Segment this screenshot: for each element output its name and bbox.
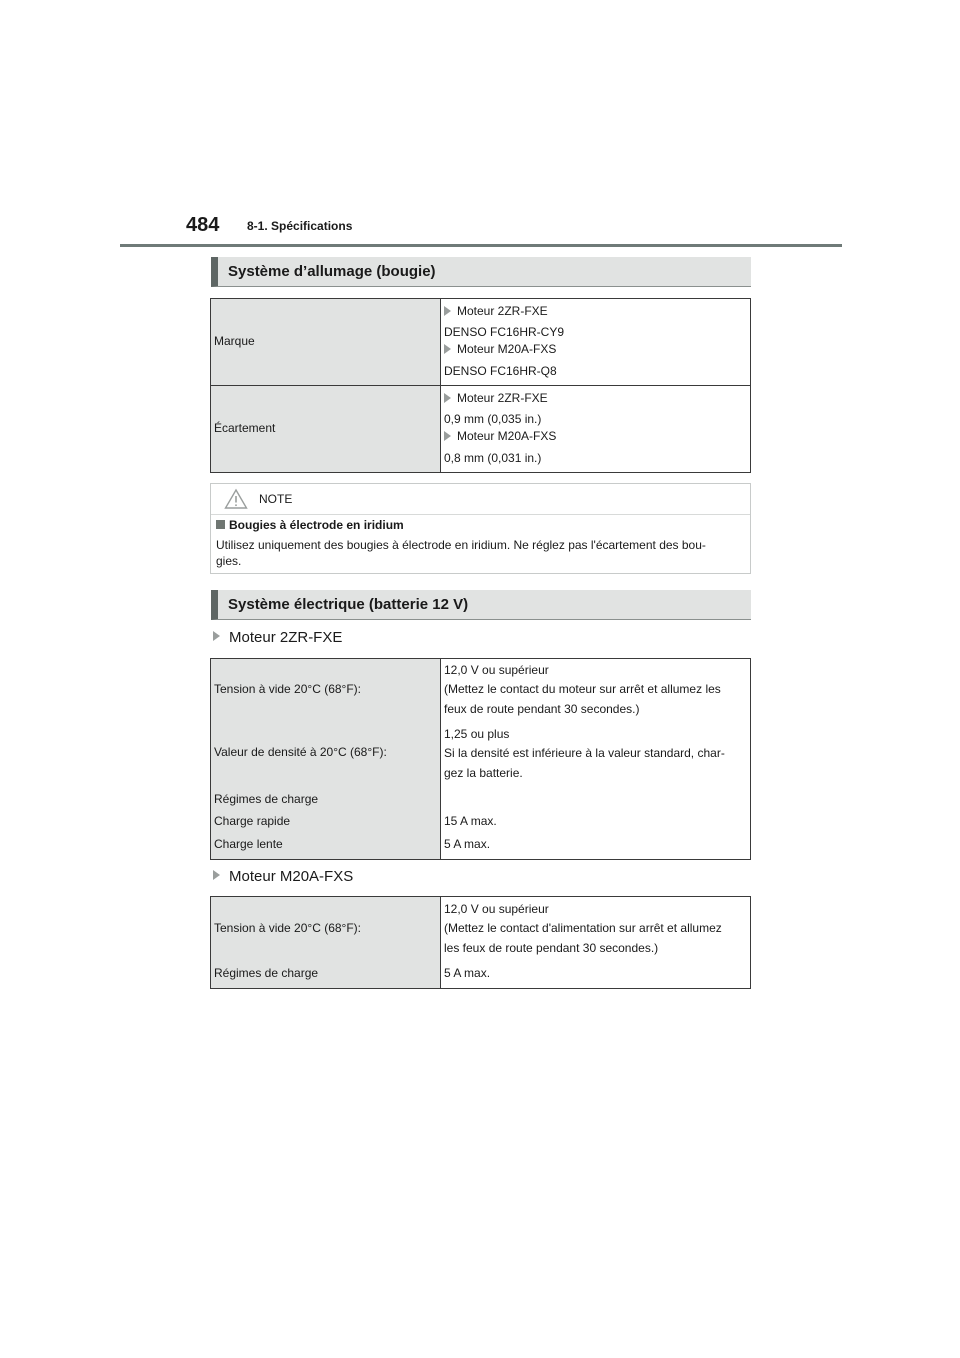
triangle-bullet-icon bbox=[444, 344, 451, 354]
slow-charge-label: Charge lente bbox=[214, 837, 283, 851]
header-divider bbox=[120, 244, 842, 247]
voltage-note-line-2: feux de route pendant 30 secondes.) bbox=[444, 702, 640, 716]
table-row bbox=[211, 386, 751, 473]
section-title: 8-1. Spécifications bbox=[247, 219, 353, 233]
table-row bbox=[211, 659, 751, 860]
density-value: 1,25 ou plus bbox=[444, 727, 510, 741]
table-row bbox=[211, 897, 751, 989]
ignition-spec-table bbox=[210, 298, 751, 473]
gap-value-m20a: 0,8 mm (0,031 in.) bbox=[444, 451, 542, 465]
brand-label-cell bbox=[211, 299, 441, 386]
charge-rates-label: Régimes de charge bbox=[214, 966, 319, 980]
electrical-section-title: Système électrique (batterie 12 V) bbox=[228, 596, 469, 613]
voltage-label: Tension à vide 20°C (68°F): bbox=[214, 682, 361, 696]
gap-value-cell bbox=[441, 386, 751, 473]
triangle-bullet-icon bbox=[213, 631, 220, 641]
ignition-section-title: Système d’allumage (bougie) bbox=[228, 263, 436, 280]
battery-m20a-value-cell bbox=[441, 897, 751, 989]
battery-2zr-table bbox=[210, 658, 751, 860]
voltage-label: Tension à vide 20°C (68°F): bbox=[214, 921, 361, 935]
note-text-line-2: gies. bbox=[216, 554, 242, 568]
brand-value-2zr: DENSO FC16HR-CY9 bbox=[444, 325, 565, 339]
brand-value-cell bbox=[441, 299, 751, 386]
note-header bbox=[211, 484, 750, 515]
gap-label: Écartement bbox=[214, 421, 276, 435]
fast-charge-label: Charge rapide bbox=[214, 814, 291, 828]
note-text-line-1: Utilisez uniquement des bougies à électrode en iridium. Ne réglez pas l'écartement des bou- bbox=[216, 538, 706, 552]
battery-2zr-value-cell bbox=[441, 659, 751, 860]
gap-label-cell bbox=[211, 386, 441, 473]
fast-charge-value: 15 A max. bbox=[444, 814, 497, 828]
charge-rates-label: Régimes de charge bbox=[214, 792, 319, 806]
page-number: 484 bbox=[186, 214, 220, 236]
electrical-section-header bbox=[211, 590, 751, 620]
battery-m20a-table bbox=[210, 896, 751, 989]
battery-m20a-label-cell bbox=[211, 897, 441, 989]
triangle-bullet-icon bbox=[444, 393, 451, 403]
charge-value: 5 A max. bbox=[444, 966, 491, 980]
note-title: NOTE bbox=[259, 492, 293, 506]
engine-m20a-heading: Moteur M20A-FXS bbox=[213, 868, 353, 885]
engine-2zr-item: Moteur 2ZR-FXE bbox=[444, 391, 548, 405]
engine-m20a-item: Moteur M20A-FXS bbox=[444, 342, 556, 356]
triangle-bullet-icon bbox=[213, 870, 220, 880]
voltage-value: 12,0 V ou supérieur bbox=[444, 902, 549, 916]
density-note-line-2: gez la batterie. bbox=[444, 766, 523, 780]
engine-2zr-heading: Moteur 2ZR-FXE bbox=[213, 629, 342, 646]
square-bullet-icon bbox=[216, 520, 225, 529]
voltage-value: 12,0 V ou supérieur bbox=[444, 663, 549, 677]
engine-2zr-item: Moteur 2ZR-FXE bbox=[444, 304, 548, 318]
brand-value-m20a: DENSO FC16HR-Q8 bbox=[444, 364, 557, 378]
note-box bbox=[210, 483, 751, 574]
density-label: Valeur de densité à 20°C (68°F): bbox=[214, 745, 387, 759]
battery-2zr-label-cell bbox=[211, 659, 441, 860]
triangle-bullet-icon bbox=[444, 306, 451, 316]
engine-m20a-item: Moteur M20A-FXS bbox=[444, 429, 556, 443]
note-heading: Bougies à électrode en iridium bbox=[216, 518, 404, 532]
table-row bbox=[211, 299, 751, 386]
density-note-line-1: Si la densité est inférieure à la valeur standard, char- bbox=[444, 746, 725, 760]
triangle-bullet-icon bbox=[444, 431, 451, 441]
voltage-note-line-1: (Mettez le contact d'alimentation sur arrêt et allumez bbox=[444, 921, 722, 935]
gap-value-2zr: 0,9 mm (0,035 in.) bbox=[444, 412, 542, 426]
slow-charge-value: 5 A max. bbox=[444, 837, 491, 851]
voltage-note-line-1: (Mettez le contact du moteur sur arrêt et allumez les bbox=[444, 682, 721, 696]
warning-triangle-icon bbox=[224, 488, 248, 510]
voltage-note-line-2: les feux de route pendant 30 secondes.) bbox=[444, 941, 659, 955]
ignition-section-header bbox=[211, 257, 751, 287]
brand-label: Marque bbox=[214, 334, 255, 348]
